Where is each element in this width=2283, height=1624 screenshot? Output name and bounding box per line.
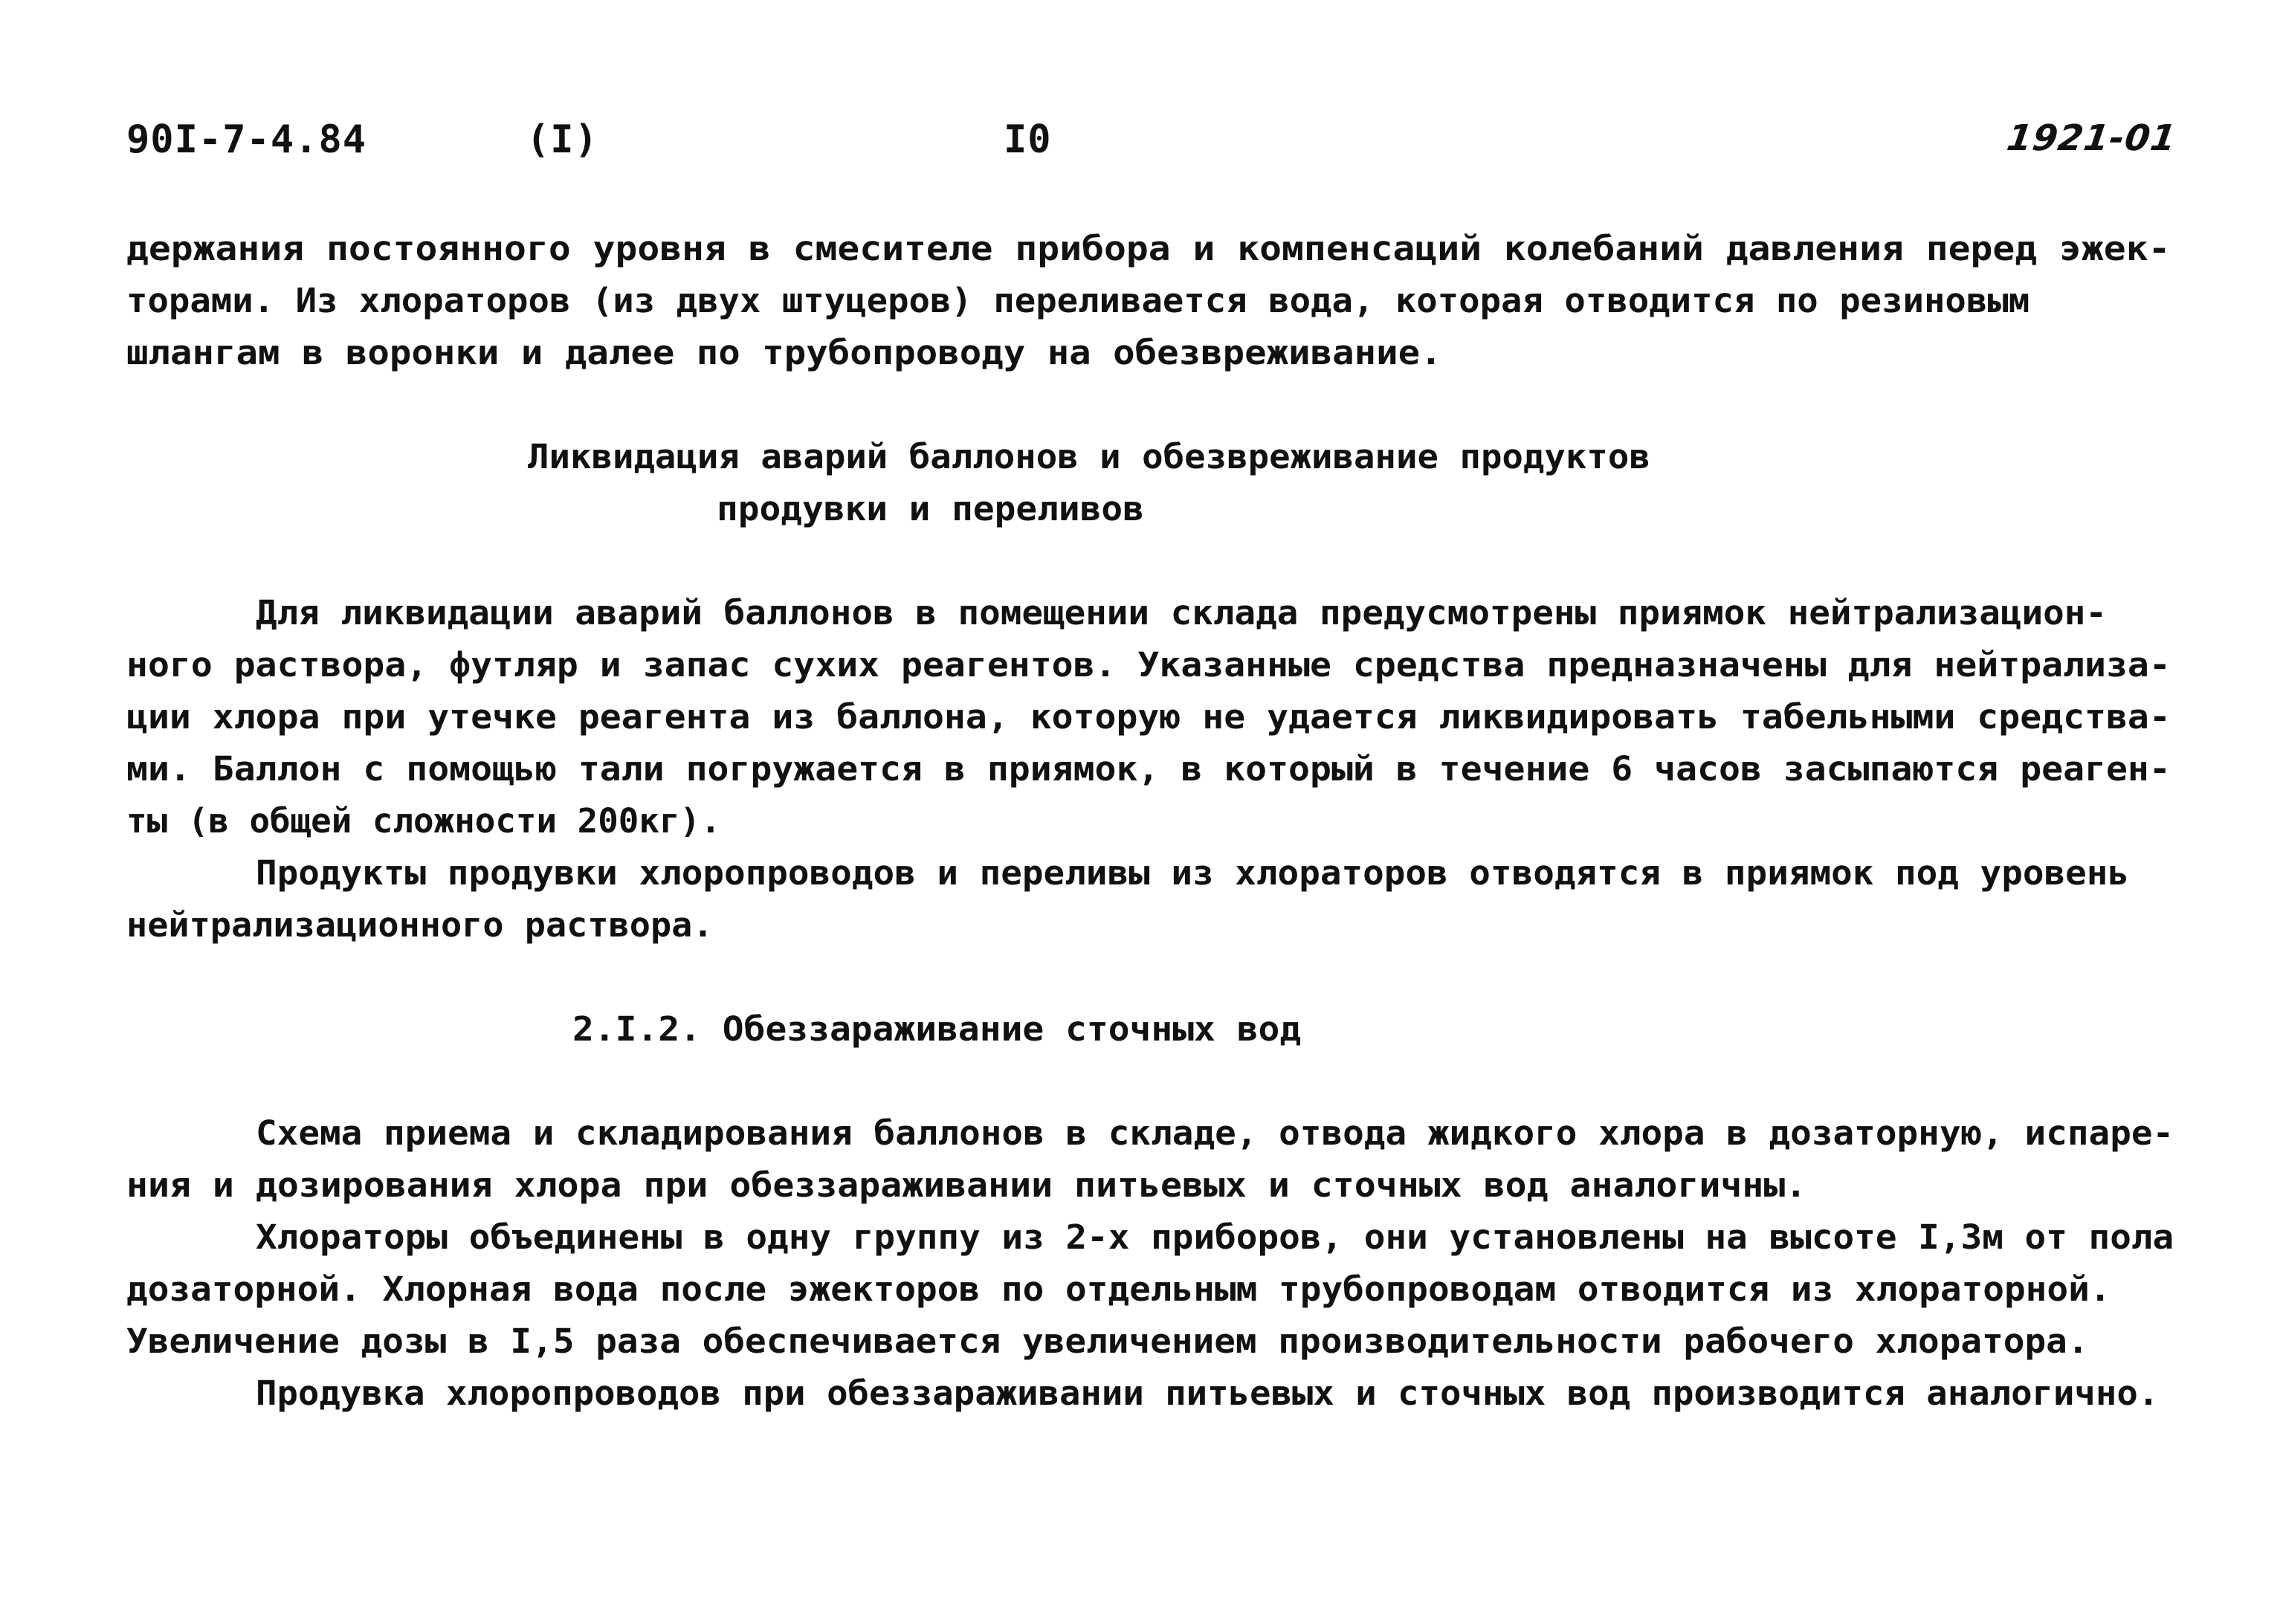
text-line: ния и дозирования хлора при обеззараживании питьевых и сточных вод аналогичны. xyxy=(126,1165,1807,1205)
text-line: Схема приема и складирования баллонов в складе, отвода жидкого хлора в дозаторную, испаре- xyxy=(256,1113,2174,1153)
text-line: ми. Баллон с помощью тали погружается в приямок, в который в течение 6 часов засыпаются реаген- xyxy=(126,749,2171,789)
document-code: 90I-7-4.84 xyxy=(126,117,367,162)
section-heading-line-2: продувки и переливов xyxy=(717,489,1144,528)
text-line: шлангам в воронки и далее по трубопроводу на обезвреживание. xyxy=(126,333,1442,372)
text-line: торами. Из хлораторов (из двух штуцеров) переливается вода, которая отводится по резиновым xyxy=(126,281,2030,320)
text-line: дозаторной. Хлорная вода после эжекторов по отдельным трубопроводам отводится из хлораторной. xyxy=(126,1269,2111,1309)
subsection-heading: 2.I.2. Обеззараживание сточных вод xyxy=(572,1009,1302,1049)
inventory-number: 1921-01 xyxy=(2004,117,2180,159)
page-number: I0 xyxy=(1004,117,1052,162)
text-line: ного раствора, футляр и запас сухих реагентов. Указанные средства предназначены для нейтрализа- xyxy=(126,645,2171,685)
text-line: Продувка хлоропроводов при обеззараживании питьевых и сточных вод производится аналогично. xyxy=(256,1374,2160,1413)
text-line: Увеличение дозы в I,5 раза обеспечивается увеличением производительности рабочего хлоратора. xyxy=(126,1321,2089,1361)
text-line: Продукты продувки хлоропроводов и переливы из хлораторов отводятся в приямок под уровень xyxy=(256,853,2130,893)
text-line: ты (в общей сложности 200кг). xyxy=(126,801,721,841)
section-heading-line-1: Ликвидация аварий баллонов и обезвреживание продуктов xyxy=(528,437,1650,476)
text-line: Для ликвидации аварий баллонов в помещении склада предусмотрены приямок нейтрализацион- xyxy=(256,593,2107,633)
part-number: (I) xyxy=(526,117,598,162)
text-line: Хлораторы объединены в одну группу из 2-х приборов, они установлены на высоте I,3м от пола xyxy=(256,1217,2174,1257)
text-line: держания постоянного уровня в смесителе прибора и компенсаций колебаний давления перед эжек- xyxy=(126,229,2171,268)
text-line: ции хлора при утечке реагента из баллона, которую не удается ликвидировать табельными средства- xyxy=(126,697,2171,737)
text-line: нейтрализационного раствора. xyxy=(126,905,714,945)
